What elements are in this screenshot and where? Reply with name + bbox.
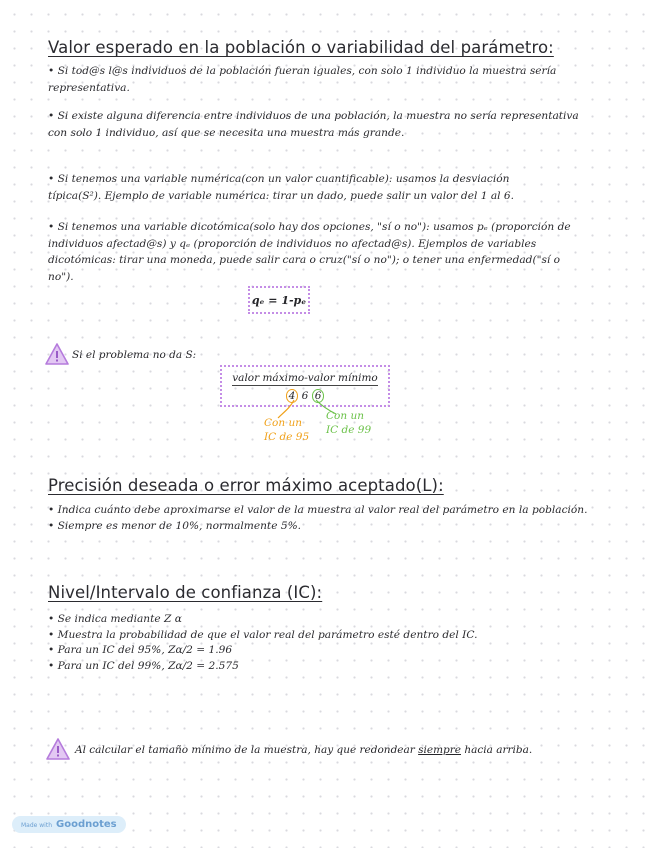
badge-brand-text: Goodnotes: [56, 819, 117, 830]
denominator-95-circled: 4: [286, 389, 299, 403]
list-item: • Para un IC del 95%, Zα/2 = 1.96: [48, 644, 233, 656]
text-line: • Si tenemos una variable numérica(con un valor cuantificable): usamos la desviación: [48, 173, 510, 185]
text-line: • Si existe alguna diferencia entre individuos de una población, la muestra no sería representativa: [48, 110, 579, 122]
text-line: • Si tenemos una variable dicotómica(solo hay dos opciones, "sí o no"): usamos pₑ (proporción de: [48, 221, 571, 233]
confidence-bullets: [48, 612, 477, 674]
list-item: • Muestra la probabilidad de que el valor real del parámetro esté dentro del IC.: [48, 628, 478, 641]
annotation-ic99: Con un IC de 99: [326, 410, 372, 436]
list-item: • Siempre es menor de 10%, normalmente 5%.: [48, 519, 301, 532]
paragraph-dichotomous-variable: [48, 219, 571, 285]
denominator-mid: 6: [301, 390, 309, 402]
list-item: • Indica cuánto debe aproximarse el valor de la muestra al valor real del parámetro en la población.: [48, 504, 588, 516]
text-line: dicotómicas: tirar una moneda, puede salir cara o cruz("sí o no"); o tener una enfermedad("sí o: [48, 254, 561, 266]
text-line: • Si tod@s l@s individuos de la población fueran iguales, con solo 1 individuo la muestra sería: [48, 65, 557, 77]
text-line: individuos afectad@s) y qₑ (proporción de individuos no afectad@s). Ejemplos de variables: [48, 237, 537, 250]
paragraph-differences: [48, 108, 579, 141]
paragraph-numeric-variable: [48, 171, 514, 204]
list-item: • Para un IC del 99%, Zα/2 = 2.575: [48, 659, 239, 672]
paragraph-identical-individuals: [48, 63, 556, 96]
precision-bullets: [48, 503, 587, 534]
formula-box: [248, 286, 310, 314]
emphasis-siempre: siempre: [418, 744, 461, 756]
warning-round-up-text: Al calcular el tamaño mínimo de la muestra, hay que redondear siempre hacia arriba.: [75, 744, 533, 756]
list-item: • Se indica mediante Z α: [48, 613, 182, 625]
section-title-confidence: Nivel/Intervalo de confianza (IC):: [48, 583, 323, 602]
range-numerator: valor máximo-valor mínimo: [232, 372, 378, 384]
goodnotes-badge[interactable]: [12, 816, 126, 833]
formula-text: qₑ = 1-pₑ: [251, 293, 307, 307]
section-title-variability: Valor esperado en la población o variabilidad del parámetro:: [48, 38, 554, 57]
warning-no-s-text: Si el problema no da S:: [72, 349, 197, 361]
text-line: con solo 1 individuo, así que se necesita una muestra más grande.: [48, 126, 405, 139]
badge-small-text: Made with: [21, 822, 52, 829]
denominator-99-circled: 6: [312, 389, 325, 403]
annotation-ic95: Con un IC de 95: [264, 417, 310, 443]
warning-icon: [46, 738, 70, 760]
warning-icon: [45, 343, 69, 365]
text-line: típica(S²). Ejemplo de variable numérica: tirar un dado, puede salir un valor del 1 al 6.: [48, 189, 515, 202]
text-line: representativa.: [48, 81, 130, 94]
section-title-precision: Precisión deseada o error máximo aceptado(L):: [48, 476, 444, 495]
text-line: no").: [48, 270, 74, 283]
